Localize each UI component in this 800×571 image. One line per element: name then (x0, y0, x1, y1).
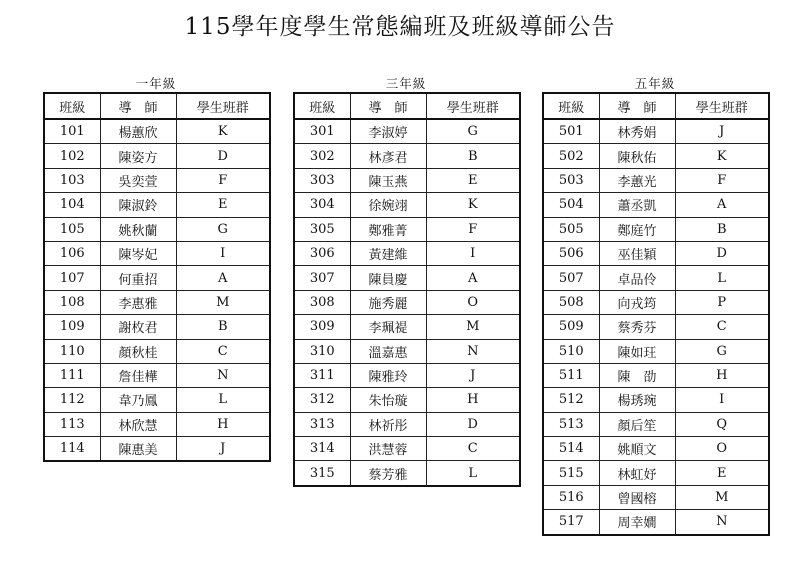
student-group-cell: G (426, 119, 520, 144)
class-number-cell: 307 (294, 266, 350, 290)
class-number-cell: 508 (543, 290, 599, 314)
table-row (543, 461, 769, 485)
student-group-cell: N (176, 363, 270, 387)
table-row (294, 437, 520, 461)
table-row (44, 217, 270, 241)
teacher-name-cell: 徐婉翊 (350, 193, 426, 217)
student-group-cell: B (675, 217, 769, 241)
class-number-cell: 108 (44, 290, 100, 314)
teacher-name-cell: 林祈彤 (350, 412, 426, 436)
student-group-cell: L (426, 461, 520, 486)
table-row (44, 290, 270, 314)
teacher-name-cell: 蔡秀芬 (599, 315, 675, 339)
student-group-cell: L (176, 388, 270, 412)
table-row (44, 388, 270, 412)
teacher-name-cell: 林彥君 (350, 144, 426, 168)
class-number-cell: 306 (294, 241, 350, 265)
class-number-cell: 111 (44, 363, 100, 387)
class-number-cell: 311 (294, 363, 350, 387)
table-row (44, 119, 270, 144)
teacher-header: 導 師 (100, 93, 176, 119)
teacher-name-cell: 林虹妤 (599, 461, 675, 485)
class-number-cell: 106 (44, 241, 100, 265)
table-row (294, 315, 520, 339)
student-group-cell: L (675, 266, 769, 290)
grade-label: 一年級 (135, 76, 177, 91)
roster-table (293, 92, 521, 487)
table-row (543, 363, 769, 387)
table-row (44, 266, 270, 290)
teacher-header: 導 師 (350, 93, 426, 119)
student-group-cell: I (176, 241, 270, 265)
class-number-cell: 506 (543, 241, 599, 265)
student-group-cell: C (426, 437, 520, 461)
student-group-cell: I (675, 388, 769, 412)
class-number-cell: 102 (44, 144, 100, 168)
class-number-cell: 114 (44, 437, 100, 462)
teacher-name-cell: 吳奕萱 (100, 168, 176, 192)
table-row (543, 193, 769, 217)
header-row (294, 93, 520, 119)
table-row (543, 437, 769, 461)
teacher-name-cell: 姚順文 (599, 437, 675, 461)
header-row (44, 93, 270, 119)
roster-table (43, 92, 271, 462)
teacher-name-cell: 陳秋佑 (599, 144, 675, 168)
student-group-cell: G (675, 339, 769, 363)
class-number-cell: 107 (44, 266, 100, 290)
table-row (543, 168, 769, 192)
teacher-name-cell: 李蕙光 (599, 168, 675, 192)
table-row (294, 241, 520, 265)
table-row (44, 168, 270, 192)
teacher-name-cell: 周幸嫺 (599, 510, 675, 535)
class-number-cell: 502 (543, 144, 599, 168)
class-number-cell: 509 (543, 315, 599, 339)
teacher-name-cell: 黃建維 (350, 241, 426, 265)
teacher-name-cell: 韋乃鳳 (100, 388, 176, 412)
class-header: 班級 (543, 93, 599, 119)
class-number-cell: 510 (543, 339, 599, 363)
student-group-cell: D (426, 412, 520, 436)
class-number-cell: 308 (294, 290, 350, 314)
table-row (44, 363, 270, 387)
table-row (294, 193, 520, 217)
student-group-cell: I (426, 241, 520, 265)
teacher-name-cell: 林欣慧 (100, 412, 176, 436)
student-group-cell: M (675, 485, 769, 509)
teacher-name-cell: 陳玉燕 (350, 168, 426, 192)
group-header: 學生班群 (426, 93, 520, 119)
table-row (294, 217, 520, 241)
teacher-name-cell: 姚秋蘭 (100, 217, 176, 241)
student-group-cell: C (176, 339, 270, 363)
roster-table (542, 92, 770, 536)
teacher-name-cell: 洪慧蓉 (350, 437, 426, 461)
student-group-cell: A (176, 266, 270, 290)
student-group-cell: D (176, 144, 270, 168)
student-group-cell: J (426, 363, 520, 387)
teacher-name-cell: 李珮褆 (350, 315, 426, 339)
teacher-name-cell: 楊琇琬 (599, 388, 675, 412)
table-row (44, 437, 270, 462)
teacher-name-cell: 詹佳樺 (100, 363, 176, 387)
class-number-cell: 304 (294, 193, 350, 217)
student-group-cell: A (426, 266, 520, 290)
student-group-cell: M (426, 315, 520, 339)
student-group-cell: E (426, 168, 520, 192)
table-row (44, 241, 270, 265)
class-number-cell: 310 (294, 339, 350, 363)
page-title: 115學年度學生常態編班及班級導師公告 (184, 14, 616, 40)
header-row (543, 93, 769, 119)
grade-label: 五年級 (634, 76, 676, 91)
table-row (543, 241, 769, 265)
table-row (44, 315, 270, 339)
student-group-cell: J (176, 437, 270, 462)
class-number-cell: 302 (294, 144, 350, 168)
group-header: 學生班群 (176, 93, 270, 119)
class-number-cell: 515 (543, 461, 599, 485)
class-number-cell: 503 (543, 168, 599, 192)
student-group-cell: C (675, 315, 769, 339)
table-row (294, 339, 520, 363)
table-row (294, 144, 520, 168)
student-group-cell: E (176, 193, 270, 217)
student-group-cell: K (675, 144, 769, 168)
teacher-name-cell: 向戎筠 (599, 290, 675, 314)
table-row (294, 168, 520, 192)
student-group-cell: E (675, 461, 769, 485)
teacher-name-cell: 楊蕙欣 (100, 119, 176, 144)
table-row (543, 412, 769, 436)
student-group-cell: D (675, 241, 769, 265)
teacher-name-cell: 鄭庭竹 (599, 217, 675, 241)
table-row (294, 266, 520, 290)
table-row (44, 412, 270, 436)
grade-label: 三年級 (385, 76, 427, 91)
student-group-cell: O (426, 290, 520, 314)
teacher-name-cell: 陳 劭 (599, 363, 675, 387)
table-row (543, 266, 769, 290)
teacher-name-cell: 陳雅玲 (350, 363, 426, 387)
class-number-cell: 113 (44, 412, 100, 436)
table-row (294, 461, 520, 486)
table-row (543, 217, 769, 241)
teacher-name-cell: 卓品伶 (599, 266, 675, 290)
student-group-cell: N (675, 510, 769, 535)
table-row (44, 193, 270, 217)
teacher-name-cell: 謝枚君 (100, 315, 176, 339)
student-group-cell: M (176, 290, 270, 314)
class-number-cell: 309 (294, 315, 350, 339)
student-group-cell: K (176, 119, 270, 144)
student-group-cell: F (426, 217, 520, 241)
class-number-cell: 501 (543, 119, 599, 144)
table-row (543, 119, 769, 144)
class-number-cell: 101 (44, 119, 100, 144)
student-group-cell: K (426, 193, 520, 217)
class-number-cell: 516 (543, 485, 599, 509)
class-number-cell: 104 (44, 193, 100, 217)
class-number-cell: 507 (543, 266, 599, 290)
class-number-cell: 303 (294, 168, 350, 192)
class-number-cell: 514 (543, 437, 599, 461)
table-row (543, 510, 769, 535)
class-number-cell: 315 (294, 461, 350, 486)
teacher-name-cell: 蔡芳雅 (350, 461, 426, 486)
class-number-cell: 105 (44, 217, 100, 241)
table-row (294, 119, 520, 144)
student-group-cell: O (675, 437, 769, 461)
class-header: 班級 (294, 93, 350, 119)
table-row (44, 339, 270, 363)
teacher-name-cell: 蕭丞凱 (599, 193, 675, 217)
teacher-name-cell: 陳惠美 (100, 437, 176, 462)
teacher-name-cell: 施秀麗 (350, 290, 426, 314)
student-group-cell: B (426, 144, 520, 168)
class-number-cell: 103 (44, 168, 100, 192)
teacher-name-cell: 林秀娟 (599, 119, 675, 144)
teacher-name-cell: 朱怡璇 (350, 388, 426, 412)
student-group-cell: H (675, 363, 769, 387)
class-number-cell: 312 (294, 388, 350, 412)
teacher-name-cell: 陳淑鈴 (100, 193, 176, 217)
teacher-name-cell: 顏秋桂 (100, 339, 176, 363)
student-group-cell: P (675, 290, 769, 314)
class-number-cell: 112 (44, 388, 100, 412)
grade-1-section (43, 76, 269, 462)
class-header: 班級 (44, 93, 100, 119)
table-row (44, 144, 270, 168)
table-row (543, 290, 769, 314)
table-row (543, 144, 769, 168)
teacher-name-cell: 陳員慶 (350, 266, 426, 290)
class-number-cell: 314 (294, 437, 350, 461)
teacher-name-cell: 溫嘉惠 (350, 339, 426, 363)
class-number-cell: 109 (44, 315, 100, 339)
teacher-name-cell: 何重招 (100, 266, 176, 290)
class-number-cell: 504 (543, 193, 599, 217)
teacher-name-cell: 陳姿方 (100, 144, 176, 168)
grade-5-section (542, 76, 768, 536)
class-number-cell: 511 (543, 363, 599, 387)
table-row (294, 290, 520, 314)
class-number-cell: 517 (543, 510, 599, 535)
table-row (543, 315, 769, 339)
teacher-name-cell: 陳如玨 (599, 339, 675, 363)
teacher-name-cell: 陳岑妃 (100, 241, 176, 265)
teacher-name-cell: 曾國榕 (599, 485, 675, 509)
teacher-header: 導 師 (599, 93, 675, 119)
grade-3-section (293, 76, 519, 487)
teacher-name-cell: 李淑婷 (350, 119, 426, 144)
student-group-cell: F (675, 168, 769, 192)
class-number-cell: 305 (294, 217, 350, 241)
student-group-cell: F (176, 168, 270, 192)
student-group-cell: H (426, 388, 520, 412)
class-number-cell: 313 (294, 412, 350, 436)
table-row (543, 388, 769, 412)
student-group-cell: J (675, 119, 769, 144)
class-number-cell: 513 (543, 412, 599, 436)
table-row (294, 412, 520, 436)
student-group-cell: B (176, 315, 270, 339)
teacher-name-cell: 巫佳穎 (599, 241, 675, 265)
class-number-cell: 505 (543, 217, 599, 241)
table-row (543, 485, 769, 509)
teacher-name-cell: 李惠雅 (100, 290, 176, 314)
table-row (294, 363, 520, 387)
student-group-cell: G (176, 217, 270, 241)
class-number-cell: 512 (543, 388, 599, 412)
student-group-cell: A (675, 193, 769, 217)
teacher-name-cell: 鄭雅菁 (350, 217, 426, 241)
student-group-cell: Q (675, 412, 769, 436)
teacher-name-cell: 顏后笙 (599, 412, 675, 436)
student-group-cell: H (176, 412, 270, 436)
table-row (543, 339, 769, 363)
student-group-cell: N (426, 339, 520, 363)
class-number-cell: 110 (44, 339, 100, 363)
group-header: 學生班群 (675, 93, 769, 119)
class-number-cell: 301 (294, 119, 350, 144)
table-row (294, 388, 520, 412)
